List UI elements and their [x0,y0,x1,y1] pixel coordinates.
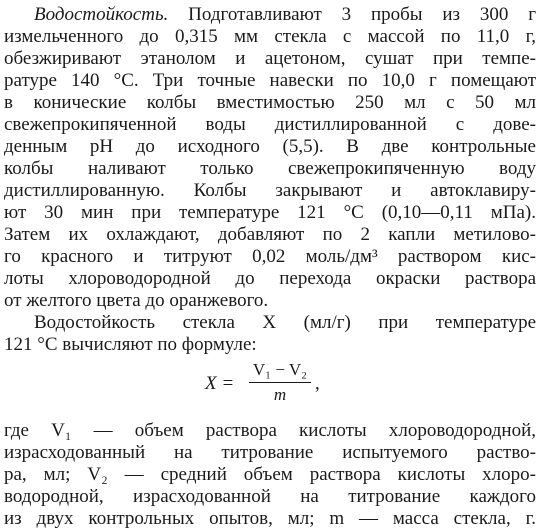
paragraph-1-line-7: денным рН до исходного (5,5). В две контрольные [4,136,536,157]
paragraph-3-line-5: из двух контрольных опытов, мл; m — масса стекла, г. [4,508,536,529]
paragraph-1-line-8: колбы наливают только свежепрокипяченную воду [4,158,536,179]
paragraph-3-line-4: водородной, израсходованной на титрование каждого [4,486,536,507]
paragraph-1-line-12: го красного и титруют 0,02 моль/дм³ раствором кис- [4,246,536,267]
section-lead: Водостойкость. [34,4,169,25]
paragraph-1-line-9: дистиллированную. Колбы закрывают и автоклавиру- [4,180,536,201]
paragraph-1-line-10: ют 30 мин при температуре 121 °С (0,10—0,11 мПа). [4,202,536,223]
paragraph-2-line-2: 121 °С вычисляют по формуле: [4,334,257,355]
paragraph-1-line-5: в конические колбы вместимостью 250 мл с 50 мл [4,92,536,113]
fraction-bar [249,382,311,383]
water-resistance-formula [205,360,335,408]
paragraph-1-line-14: от желтого цвета до оранжевого. [4,290,269,311]
paragraph-1-line-11: Затем их охлаждают, добавляют по 2 капли метилово- [4,224,536,245]
paragraph-1-line-2: измельченного до 0,315 мм стекла с массой по 11,0 г, [4,26,536,47]
formula-numerator: V₁ − V₂ [252,360,308,379]
paragraph-1-line-13: лоты хлороводородной до перехода окраски раствора [4,268,536,289]
formula-comma: , [315,373,320,394]
paragraph-1-line-1 [4,4,536,26]
paragraph-3-line-1: где V₁ — объем раствора кислоты хлороводородной, [4,420,536,441]
formula-lhs: X = [205,373,235,394]
paragraph-2-line-1: Водостойкость стекла X (мл/г) при температуре [34,312,536,333]
paragraph-1-line-6: свежепрокипяченной воды дистиллированной с дове- [4,114,536,135]
paragraph-1-line-1-text: Подготавливают 3 пробы из 300 г [188,4,536,25]
paragraph-3-line-3: ра, мл; V₂ — средний объем раствора кислоты хлоро- [4,464,536,485]
paragraph-1-line-4: ратуре 140 °С. Три точные навески по 10,0 г помещают [4,70,536,91]
formula-denominator: m [273,385,287,404]
paragraph-1-line-3: обезжиривают этанолом и ацетоном, сушат при темпе- [4,48,536,69]
paragraph-3-line-2: израсходованный на титрование испытуемого раство- [4,442,536,463]
